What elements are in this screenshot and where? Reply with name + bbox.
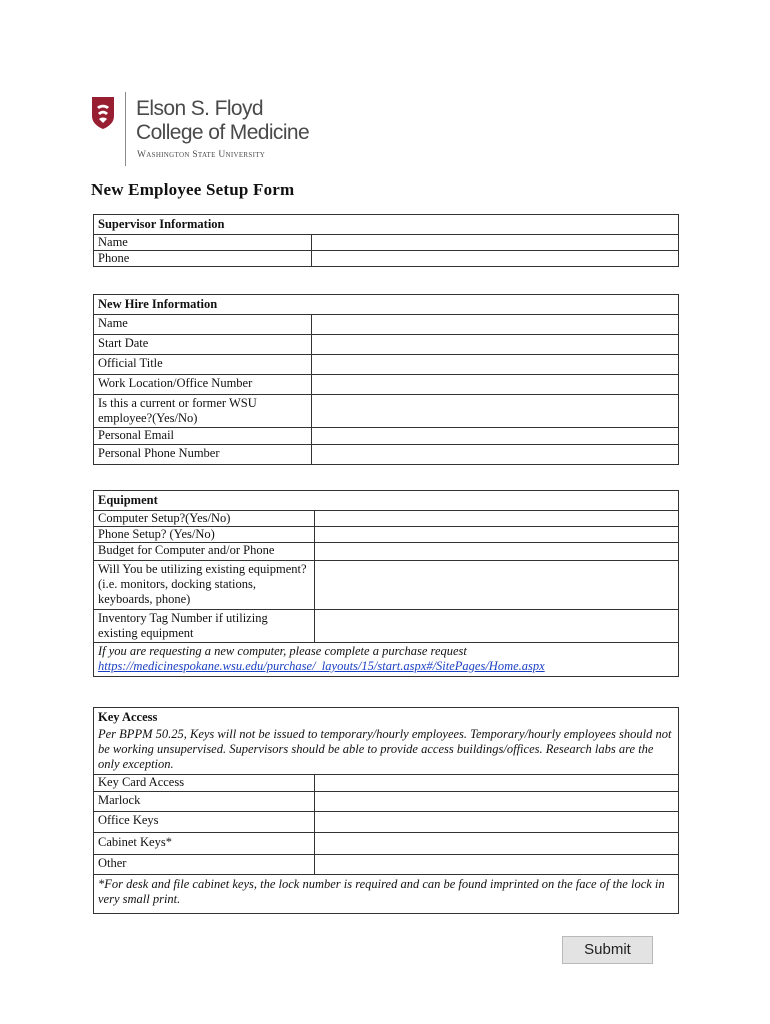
wsu-cougar-seal-icon xyxy=(91,96,115,130)
new-hire-wsu-employee-field[interactable] xyxy=(312,395,679,428)
purchase-request-link[interactable]: https://medicinespokane.wsu.edu/purchase/_layouts/15/start.aspx#/SitePages/Home.aspx xyxy=(98,659,545,673)
key-access-policy-note: Per BPPM 50.25, Keys will not be issued to temporary/hourly employees. Temporary/hourly employees should not be working unsupervised. Supervisors should be able to provide access buildings/offices. Research labs are the only exception. xyxy=(94,727,679,775)
cabinet-keys-label: Cabinet Keys* xyxy=(94,833,315,855)
supervisor-phone-label: Phone xyxy=(94,251,312,267)
new-hire-header: New Hire Information xyxy=(94,295,679,315)
logo-line-3: Washington State University xyxy=(137,150,266,160)
supervisor-section xyxy=(93,214,679,267)
budget-field[interactable] xyxy=(315,543,679,561)
budget-label: Budget for Computer and/or Phone xyxy=(94,543,315,561)
office-keys-label: Office Keys xyxy=(94,812,315,833)
supervisor-name-field[interactable] xyxy=(312,235,679,251)
supervisor-header: Supervisor Information xyxy=(94,215,679,235)
logo-divider xyxy=(125,92,126,166)
computer-setup-label: Computer Setup?(Yes/No) xyxy=(94,511,315,527)
inventory-tag-label: Inventory Tag Number if utilizing existing equipment xyxy=(94,610,315,643)
key-card-access-field[interactable] xyxy=(315,775,679,792)
new-hire-section xyxy=(93,294,679,465)
other-keys-field[interactable] xyxy=(315,855,679,875)
new-hire-start-date-field[interactable] xyxy=(312,335,679,355)
new-hire-phone-field[interactable] xyxy=(312,445,679,465)
inventory-tag-field[interactable] xyxy=(315,610,679,643)
phone-setup-field[interactable] xyxy=(315,527,679,543)
submit-button[interactable]: Submit xyxy=(562,936,653,964)
logo-line-1: Elson S. Floyd xyxy=(136,97,263,120)
key-card-access-label: Key Card Access xyxy=(94,775,315,792)
other-keys-label: Other xyxy=(94,855,315,875)
supervisor-phone-field[interactable] xyxy=(312,251,679,267)
key-access-header: Key Access xyxy=(94,708,679,728)
key-access-footnote: *For desk and file cabinet keys, the lock number is required and can be found imprinted on the face of the lock in very small print. xyxy=(94,875,679,914)
office-keys-field[interactable] xyxy=(315,812,679,833)
phone-setup-label: Phone Setup? (Yes/No) xyxy=(94,527,315,543)
form-title: New Employee Setup Form xyxy=(91,180,295,199)
new-hire-email-label: Personal Email xyxy=(94,428,312,445)
equipment-note: If you are requesting a new computer, please complete a purchase request xyxy=(98,644,467,658)
new-hire-location-label: Work Location/Office Number xyxy=(94,375,312,395)
new-hire-wsu-employee-label: Is this a current or former WSU employee?(Yes/No) xyxy=(94,395,312,428)
cabinet-keys-field[interactable] xyxy=(315,833,679,855)
computer-setup-field[interactable] xyxy=(315,511,679,527)
new-hire-title-field[interactable] xyxy=(312,355,679,375)
new-hire-phone-label: Personal Phone Number xyxy=(94,445,312,465)
equipment-section xyxy=(93,490,679,677)
marlock-field[interactable] xyxy=(315,792,679,812)
marlock-label: Marlock xyxy=(94,792,315,812)
new-hire-title-label: Official Title xyxy=(94,355,312,375)
equipment-header: Equipment xyxy=(94,491,679,511)
existing-equipment-label: Will You be utilizing existing equipment?(i.e. monitors, docking stations, keyboards, phone) xyxy=(94,561,315,610)
existing-equipment-field[interactable] xyxy=(315,561,679,610)
new-hire-email-field[interactable] xyxy=(312,428,679,445)
new-hire-name-label: Name xyxy=(94,315,312,335)
logo-line-2: College of Medicine xyxy=(136,121,310,144)
new-hire-start-date-label: Start Date xyxy=(94,335,312,355)
supervisor-name-label: Name xyxy=(94,235,312,251)
new-hire-location-field[interactable] xyxy=(312,375,679,395)
new-hire-name-field[interactable] xyxy=(312,315,679,335)
key-access-section xyxy=(93,707,679,914)
